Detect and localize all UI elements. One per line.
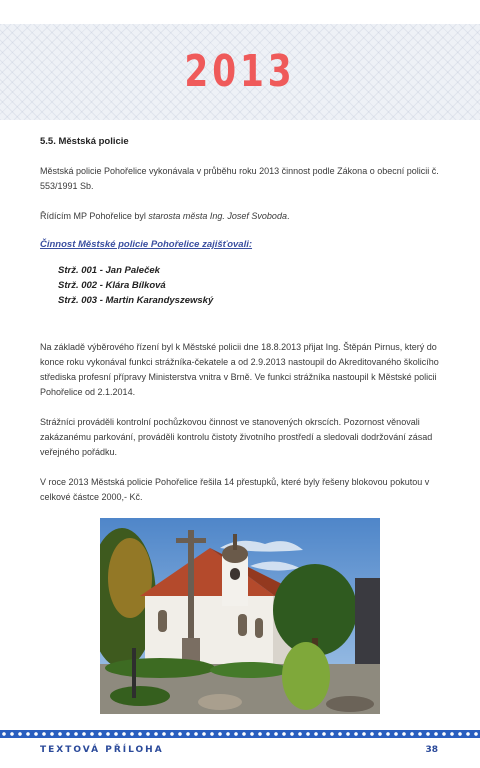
- year-heading: 2013: [184, 46, 296, 97]
- leader-prefix: Řídícím MP Pohořelice byl: [40, 211, 149, 221]
- page-number: 38: [425, 745, 438, 755]
- church-photo: [100, 518, 380, 714]
- shrubs: [105, 658, 215, 678]
- church-tower: [222, 556, 248, 606]
- section-title: 5.5. Městská policie: [40, 136, 129, 147]
- officer-item: Strž. 003 - Martin Karandyszewský: [58, 295, 214, 306]
- officer-item: Strž. 002 - Klára Bílková: [58, 280, 166, 291]
- church-photo-illustration: [100, 518, 380, 714]
- stone: [198, 694, 242, 710]
- paragraph-intro: Městská policie Pohořelice vykonávala v průběhu roku 2013 činnost podle Zákona o obecní policii č. 553/1991 Sb.: [40, 166, 439, 191]
- church-window: [238, 614, 247, 636]
- paragraph-offences: V roce 2013 Městská policie Pohořelice řešila 14 přestupků, které byly řešeny blokovou pokutou v celkové částce 2000,- Kč.: [40, 477, 430, 502]
- paragraph-patrol: Strážníci prováděli kontrolní pochůzkovou činnost ve stanovených okrscích. Pozornost věnovali zakázanému parkování, prováděli kontrolu čistoty životního prostředí a sledovali dodržování zásad veřejného pořádku.: [40, 417, 433, 457]
- lamp-post: [132, 648, 136, 698]
- leader-name: starosta města Ing. Josef Svoboda: [148, 211, 287, 221]
- shrubs: [210, 662, 290, 678]
- conifer-bush: [282, 642, 330, 710]
- shrubs: [110, 686, 170, 706]
- officers-list: [40, 263, 440, 308]
- paragraph-hiring: Na základě výběrového řízení byl k Městské policii dne 18.8.2013 přijat Ing. Štěpán Pirnus, který do konce roku vykonával funkci strážníka-čekatele a od 2.9.2013 nastoupil do Akreditovaného školicího střediska profesní přípravy Ministerstva vnitra v Brně. Ve funkci strážníka nastoupil k Městské policii Pohořelice od 2.1.2014.: [40, 342, 439, 397]
- church-window: [255, 618, 263, 638]
- stone: [326, 696, 374, 712]
- footer-label: TEXTOVÁ PŘÍLOHA: [40, 745, 164, 755]
- officer-item: Strž. 001 - Jan Paleček: [58, 265, 160, 276]
- tower-spire: [233, 534, 237, 550]
- tower-window: [230, 568, 240, 580]
- officers-subheading: Činnost Městské policie Pohořelice zajišťovali:: [40, 239, 253, 250]
- church-window: [158, 610, 167, 632]
- footer-dotted-strip: [0, 730, 480, 738]
- cross-beam: [176, 538, 206, 543]
- paragraph-leader: [40, 209, 440, 224]
- leader-suffix: .: [286, 211, 290, 221]
- main-content: [40, 136, 440, 505]
